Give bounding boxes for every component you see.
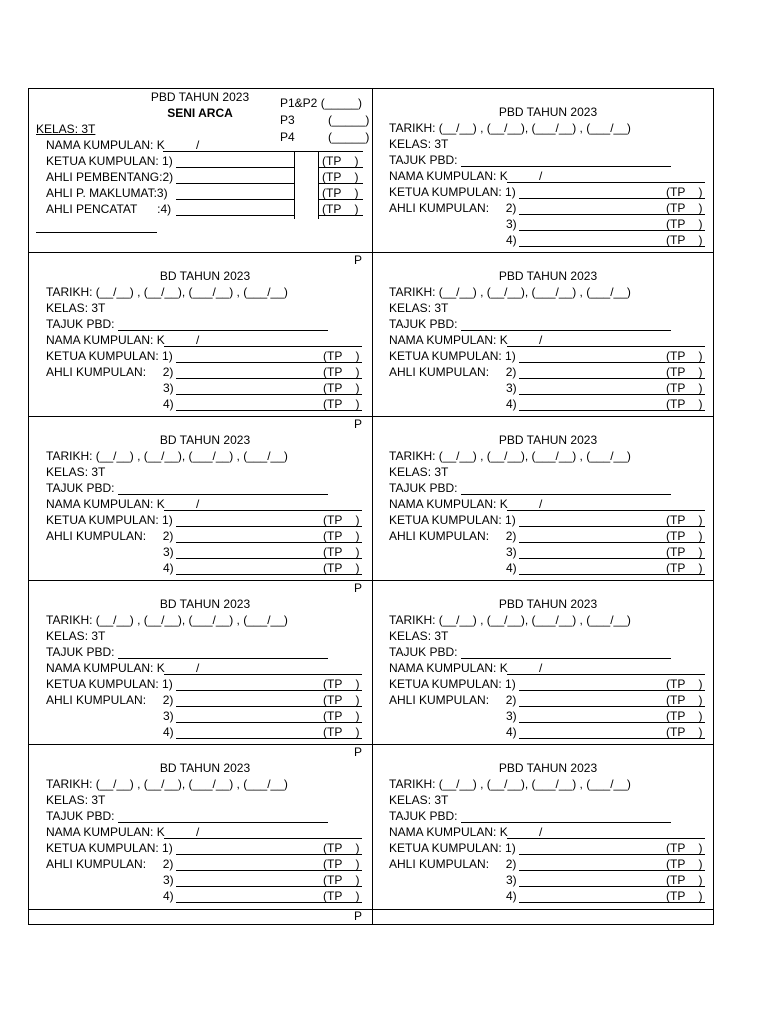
- inner-divider: [318, 151, 319, 219]
- member-3-label: 3): [506, 545, 517, 559]
- p4-score: P4 (_____): [280, 130, 370, 144]
- nama-kumpulan-line[interactable]: [507, 674, 705, 675]
- tp-field: (TP ): [322, 170, 359, 184]
- row-divider[interactable]: [28, 580, 714, 581]
- member-4-label: 4): [163, 397, 174, 411]
- ahli-pencatat-label: AHLI PENCATAT :4): [46, 202, 172, 216]
- tp-field: (TP ): [666, 693, 703, 707]
- tp-field: (TP ): [666, 201, 703, 215]
- inner-divider: [294, 151, 295, 219]
- tp-field: (TP ): [666, 873, 703, 887]
- ahli-kumpulan-label: AHLI KUMPULAN: 2): [389, 693, 517, 707]
- kelas-label: KELAS: 3T: [389, 793, 449, 807]
- ahli-kumpulan-label: AHLI KUMPULAN: 2): [389, 365, 517, 379]
- member-4-label: 4): [506, 233, 517, 247]
- group-slash: /: [196, 138, 200, 152]
- row-divider[interactable]: [28, 909, 714, 910]
- tp-field: (TP ): [666, 529, 703, 543]
- tp-field: (TP ): [322, 154, 359, 168]
- nama-kumpulan-label: NAMA KUMPULAN: K: [46, 333, 165, 347]
- tajuk-pbd-label: TAJUK PBD:: [46, 317, 115, 331]
- row-divider[interactable]: [28, 252, 714, 253]
- ahli-kumpulan-label: AHLI KUMPULAN: 2): [389, 857, 517, 871]
- tp-field: (TP ): [323, 841, 360, 855]
- signature-line[interactable]: [36, 232, 157, 233]
- nama-kumpulan-label: NAMA KUMPULAN: K: [46, 825, 165, 839]
- tp-field: (TP ): [323, 857, 360, 871]
- tajuk-line[interactable]: [461, 658, 671, 659]
- name-line-2[interactable]: [176, 183, 294, 184]
- nama-kumpulan-label: NAMA KUMPULAN: K: [389, 333, 508, 347]
- nama-kumpulan-line[interactable]: [164, 510, 362, 511]
- tajuk-pbd-label: TAJUK PBD:: [389, 809, 458, 823]
- tp-field: (TP ): [323, 381, 360, 395]
- card-title: PBD TAHUN 2023: [498, 597, 598, 611]
- ketua-kumpulan-label: KETUA KUMPULAN: 1): [46, 841, 173, 855]
- member-4-label: 4): [506, 889, 517, 903]
- tp-field: (TP ): [323, 873, 360, 887]
- ketua-kumpulan-label: KETUA KUMPULAN: 1): [389, 841, 516, 855]
- member-3-label: 3): [163, 873, 174, 887]
- column-divider: [372, 88, 373, 925]
- tp-field: (TP ): [666, 677, 703, 691]
- tp-field: (TP ): [322, 186, 359, 200]
- tarikh-label: TARIKH: (__/__) , (__/__), (___/__) , (___/__): [46, 449, 288, 463]
- tajuk-pbd-label: TAJUK PBD:: [46, 645, 115, 659]
- tp-field: (TP ): [666, 725, 703, 739]
- member-4-label: 4): [163, 725, 174, 739]
- tp-field: (TP ): [323, 725, 360, 739]
- tajuk-line[interactable]: [461, 822, 671, 823]
- ahli-kumpulan-label: AHLI KUMPULAN: 2): [46, 693, 174, 707]
- name-line-1[interactable]: [176, 167, 294, 168]
- tp-field: (TP ): [666, 841, 703, 855]
- ketua-kumpulan-label: KETUA KUMPULAN: 1): [389, 349, 516, 363]
- kelas-label: KELAS: 3T: [389, 465, 449, 479]
- nama-kumpulan-line[interactable]: [163, 151, 363, 152]
- tp-field: (TP ): [666, 233, 703, 247]
- member-3-label: 3): [506, 217, 517, 231]
- nama-kumpulan-label: NAMA KUMPULAN: K: [389, 825, 508, 839]
- name-line-4[interactable]: [176, 215, 294, 216]
- ahli-kumpulan-label: AHLI KUMPULAN: 2): [46, 857, 174, 871]
- row-divider[interactable]: [28, 416, 714, 417]
- p-marker: P: [354, 581, 363, 595]
- member-3-label: 3): [506, 873, 517, 887]
- group-slash: /: [196, 825, 200, 839]
- nama-kumpulan-label: NAMA KUMPULAN: K: [389, 169, 508, 183]
- tp-field: (TP ): [666, 381, 703, 395]
- member-3-label: 3): [163, 545, 174, 559]
- member-3-label: 3): [506, 381, 517, 395]
- tp-field: (TP ): [323, 709, 360, 723]
- card-title: PBD TAHUN 2023: [150, 90, 250, 104]
- group-slash: /: [539, 497, 543, 511]
- tajuk-pbd-label: TAJUK PBD:: [46, 481, 115, 495]
- p-marker: P: [354, 253, 363, 267]
- nama-kumpulan-label: NAMA KUMPULAN: K: [46, 661, 165, 675]
- group-slash: /: [539, 169, 543, 183]
- kelas-label: KELAS: 3T: [46, 793, 106, 807]
- nama-kumpulan-line[interactable]: [507, 838, 705, 839]
- ketua-kumpulan-label: KETUA KUMPULAN: 1): [389, 677, 516, 691]
- tajuk-line[interactable]: [461, 494, 671, 495]
- tarikh-label: TARIKH: (__/__) , (__/__), (___/__) , (___/__): [389, 285, 631, 299]
- tajuk-pbd-label: TAJUK PBD:: [389, 645, 458, 659]
- kelas-label: KELAS: 3T: [46, 465, 106, 479]
- kelas-label: KELAS: 3T: [389, 301, 449, 315]
- group-slash: /: [196, 661, 200, 675]
- member-3-label: 3): [163, 381, 174, 395]
- tp-field: (TP ): [666, 185, 703, 199]
- row-divider[interactable]: [28, 744, 714, 745]
- tp-field: (TP ): [666, 513, 703, 527]
- card-title: PBD TAHUN 2023: [498, 761, 598, 775]
- tp-field: (TP ): [323, 561, 360, 575]
- ketua-kumpulan-label: KETUA KUMPULAN: 1): [389, 513, 516, 527]
- tp-field: (TP ): [666, 349, 703, 363]
- tajuk-line[interactable]: [461, 166, 671, 167]
- p-marker: P: [354, 745, 363, 759]
- card-title: PBD TAHUN 2023: [498, 105, 598, 119]
- nama-kumpulan-line[interactable]: [507, 346, 705, 347]
- ahli-pembentang-label: AHLI PEMBENTANG:2): [46, 170, 174, 184]
- nama-kumpulan-line[interactable]: [164, 346, 362, 347]
- ketua-kumpulan-label: KETUA KUMPULAN: 1): [46, 677, 173, 691]
- group-slash: /: [196, 497, 200, 511]
- card-title: PBD TAHUN 2023: [498, 433, 598, 447]
- group-slash: /: [539, 333, 543, 347]
- member-3-label: 3): [506, 709, 517, 723]
- tajuk-line[interactable]: [118, 494, 328, 495]
- member-3-label: 3): [163, 709, 174, 723]
- nama-kumpulan-line[interactable]: [164, 838, 362, 839]
- card-title: BD TAHUN 2023: [159, 269, 251, 283]
- tp-field: (TP ): [323, 397, 360, 411]
- kelas-label: KELAS: 3T: [46, 629, 106, 643]
- tajuk-line[interactable]: [118, 658, 328, 659]
- ahli-p-maklumat-label: AHLI P. MAKLUMAT:3): [46, 186, 168, 200]
- member-4-label: 4): [506, 725, 517, 739]
- subject-title: SENI ARCA: [167, 106, 233, 120]
- ahli-kumpulan-label: AHLI KUMPULAN: 2): [389, 529, 517, 543]
- member-4-label: 4): [506, 561, 517, 575]
- tp-field: (TP ): [666, 545, 703, 559]
- tajuk-pbd-label: TAJUK PBD:: [389, 317, 458, 331]
- group-slash: /: [196, 333, 200, 347]
- nama-kumpulan-label: NAMA KUMPULAN: K: [46, 497, 165, 511]
- nama-kumpulan-label: NAMA KUMPULAN: K: [389, 497, 508, 511]
- kelas-label: KELAS: 3T: [389, 629, 449, 643]
- tp-field: (TP ): [666, 217, 703, 231]
- ahli-kumpulan-label: AHLI KUMPULAN: 2): [46, 365, 174, 379]
- tp-field: (TP ): [666, 857, 703, 871]
- tarikh-label: TARIKH: (__/__) , (__/__), (___/__) , (___/__): [389, 449, 631, 463]
- group-slash: /: [539, 661, 543, 675]
- tajuk-line[interactable]: [118, 822, 328, 823]
- p-marker: P: [354, 909, 363, 923]
- tp-field: (TP ): [666, 397, 703, 411]
- nama-kumpulan-line[interactable]: [507, 182, 705, 183]
- tp-field: (TP ): [322, 202, 359, 216]
- tp-field: (TP ): [323, 365, 360, 379]
- tajuk-line[interactable]: [118, 330, 328, 331]
- ketua-kumpulan-label: KETUA KUMPULAN: 1): [46, 154, 173, 168]
- tarikh-label: TARIKH: (__/__) , (__/__), (___/__) , (___/__): [389, 613, 631, 627]
- tp-field: (TP ): [323, 693, 360, 707]
- ahli-kumpulan-label: AHLI KUMPULAN: 2): [389, 201, 517, 215]
- ketua-kumpulan-label: KETUA KUMPULAN: 1): [46, 349, 173, 363]
- tarikh-label: TARIKH: (__/__) , (__/__), (___/__) , (___/__): [389, 777, 631, 791]
- kelas-label: KELAS: 3T: [36, 122, 96, 136]
- tp-field: (TP ): [323, 545, 360, 559]
- tajuk-line[interactable]: [461, 330, 671, 331]
- tp-field: (TP ): [323, 349, 360, 363]
- p1p2-score: P1&P2 (_____): [280, 96, 363, 110]
- nama-kumpulan-line[interactable]: [164, 674, 362, 675]
- tp-field: (TP ): [666, 365, 703, 379]
- ahli-kumpulan-label: AHLI KUMPULAN: 2): [46, 529, 174, 543]
- card-title: BD TAHUN 2023: [159, 433, 251, 447]
- tp-field: (TP ): [323, 513, 360, 527]
- nama-kumpulan-label: NAMA KUMPULAN: K: [46, 138, 165, 152]
- tarikh-label: TARIKH: (__/__) , (__/__), (___/__) , (___/__): [46, 777, 288, 791]
- tajuk-pbd-label: TAJUK PBD:: [389, 481, 458, 495]
- tp-field: (TP ): [323, 889, 360, 903]
- tajuk-pbd-label: TAJUK PBD:: [389, 153, 458, 167]
- name-line-3[interactable]: [176, 199, 294, 200]
- tp-field: (TP ): [323, 529, 360, 543]
- tp-field: (TP ): [666, 709, 703, 723]
- p3-score: P3 (_____): [280, 113, 370, 127]
- tarikh-label: TARIKH: (__/__) , (__/__), (___/__) , (___/__): [389, 121, 631, 135]
- card-title: PBD TAHUN 2023: [498, 269, 598, 283]
- member-4-label: 4): [163, 561, 174, 575]
- card-title: BD TAHUN 2023: [159, 597, 251, 611]
- tarikh-label: TARIKH: (__/__) , (__/__), (___/__) , (___/__): [46, 613, 288, 627]
- ketua-kumpulan-label: KETUA KUMPULAN: 1): [46, 513, 173, 527]
- kelas-label: KELAS: 3T: [46, 301, 106, 315]
- nama-kumpulan-line[interactable]: [507, 510, 705, 511]
- tp-field: (TP ): [666, 889, 703, 903]
- p-marker: P: [354, 417, 363, 431]
- card-title: BD TAHUN 2023: [159, 761, 251, 775]
- member-4-label: 4): [163, 889, 174, 903]
- tp-field: (TP ): [323, 677, 360, 691]
- group-slash: /: [539, 825, 543, 839]
- kelas-label: KELAS: 3T: [389, 137, 449, 151]
- tarikh-label: TARIKH: (__/__) , (__/__), (___/__) , (___/__): [46, 285, 288, 299]
- tp-field: (TP ): [666, 561, 703, 575]
- member-4-label: 4): [506, 397, 517, 411]
- ketua-kumpulan-label: KETUA KUMPULAN: 1): [389, 185, 516, 199]
- nama-kumpulan-label: NAMA KUMPULAN: K: [389, 661, 508, 675]
- tajuk-pbd-label: TAJUK PBD:: [46, 809, 115, 823]
